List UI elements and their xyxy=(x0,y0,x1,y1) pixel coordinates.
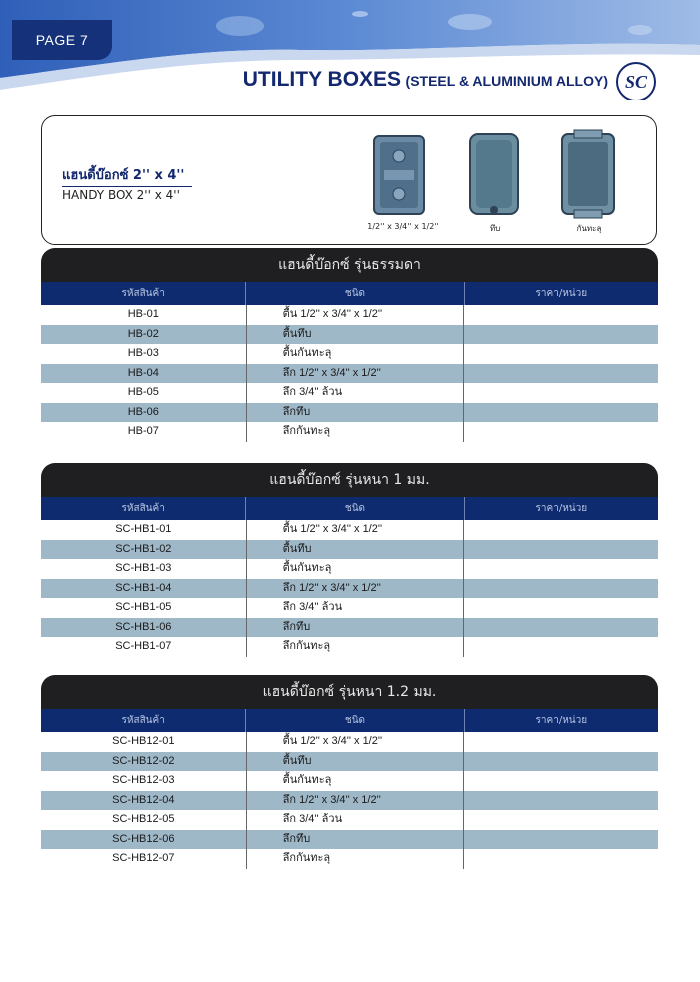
product-type: ตื้น 1/2'' x 3/4'' x 1/2'' xyxy=(247,732,465,752)
product-type: ตื้น 1/2'' x 3/4'' x 1/2'' xyxy=(247,520,465,540)
price-table-1-2mm xyxy=(41,675,658,869)
product-type: ตื้นกันทะลุ xyxy=(247,559,465,579)
price-cell xyxy=(464,598,658,618)
product-code: SC-HB12-03 xyxy=(41,771,247,791)
handy-box-solid-icon xyxy=(460,128,530,220)
column-header-code: รหัสสินค้า xyxy=(41,497,246,520)
column-header-price: ราคา/หน่วย xyxy=(535,503,588,514)
price-cell xyxy=(464,422,658,442)
product-code: SC-HB12-05 xyxy=(41,810,247,830)
product-code: SC-HB12-01 xyxy=(41,732,247,752)
table-title: แฮนดี้บ๊อกซ์ รุ่นหนา 1 มม. xyxy=(41,463,658,497)
price-cell xyxy=(464,305,658,325)
price-table-standard xyxy=(41,248,658,442)
table-row xyxy=(41,364,658,384)
table-row xyxy=(41,849,658,869)
price-cell xyxy=(464,771,658,791)
sc-logo: SC xyxy=(616,62,656,100)
price-cell xyxy=(464,849,658,869)
product-type: ลึกทึบ xyxy=(247,403,465,423)
table-row xyxy=(41,810,658,830)
product-type: ลึก 1/2'' x 3/4'' x 1/2'' xyxy=(247,579,465,599)
product-code: SC-HB1-02 xyxy=(41,540,247,560)
product-code: HB-04 xyxy=(41,364,247,384)
column-header-price: ราคา/หน่วย xyxy=(535,715,588,726)
product-type: ลึกทึบ xyxy=(247,618,465,638)
price-cell xyxy=(464,791,658,811)
table-row xyxy=(41,637,658,657)
table-title: แฮนดี้บ๊อกซ์ รุ่นธรรมดา xyxy=(41,248,658,282)
image-caption: ทึบ xyxy=(489,224,501,233)
product-code: SC-HB12-07 xyxy=(41,849,247,869)
product-type: ตื้นทึบ xyxy=(247,325,465,345)
table-row xyxy=(41,520,658,540)
product-code: SC-HB1-07 xyxy=(41,637,247,657)
price-cell xyxy=(464,325,658,345)
product-code: HB-02 xyxy=(41,325,247,345)
product-type: ตื้นกันทะลุ xyxy=(247,771,465,791)
table-row xyxy=(41,403,658,423)
price-cell xyxy=(464,732,658,752)
table-row xyxy=(41,771,658,791)
product-code: SC-HB1-01 xyxy=(41,520,247,540)
product-code: SC-HB12-02 xyxy=(41,752,247,772)
product-type: ลึก 3/4'' ล้วน xyxy=(247,810,465,830)
price-cell xyxy=(464,810,658,830)
price-cell xyxy=(464,579,658,599)
table-row xyxy=(41,540,658,560)
table-header xyxy=(41,282,658,305)
product-code: SC-HB1-06 xyxy=(41,618,247,638)
table-row xyxy=(41,344,658,364)
price-cell xyxy=(464,520,658,540)
product-type: ลึก 1/2'' x 3/4'' x 1/2'' xyxy=(247,364,465,384)
title-main: UTILITY BOXES xyxy=(242,68,402,91)
price-cell xyxy=(464,540,658,560)
product-title-english: HANDY BOX 2'' x 4'' xyxy=(62,188,180,202)
product-code: HB-05 xyxy=(41,383,247,403)
price-cell xyxy=(464,559,658,579)
product-type: ตื้น 1/2'' x 3/4'' x 1/2'' xyxy=(247,305,465,325)
column-header-price: ราคา/หน่วย xyxy=(535,288,588,299)
table-row xyxy=(41,559,658,579)
image-caption: กันทะลุ xyxy=(576,224,602,233)
title-sub: (STEEL & ALUMINIUM ALLOY) xyxy=(405,73,608,89)
image-caption: 1/2'' x 3/4'' x 1/2'' xyxy=(367,222,439,231)
table-row xyxy=(41,791,658,811)
column-header-code: รหัสสินค้า xyxy=(41,282,246,305)
table-row xyxy=(41,598,658,618)
product-code: HB-03 xyxy=(41,344,247,364)
table-header xyxy=(41,497,658,520)
table-row xyxy=(41,618,658,638)
column-header-type: ชนิด xyxy=(246,497,464,520)
price-cell xyxy=(464,752,658,772)
product-code: SC-HB1-04 xyxy=(41,579,247,599)
product-type: ลึกกันทะลุ xyxy=(247,422,465,442)
product-code: SC-HB12-04 xyxy=(41,791,247,811)
product-type: ลึกกันทะลุ xyxy=(247,637,465,657)
product-title-thai: แฮนดี้บ๊อกซ์ 2'' x 4'' xyxy=(62,164,192,187)
product-code: HB-07 xyxy=(41,422,247,442)
table-row xyxy=(41,383,658,403)
column-header-type: ชนิด xyxy=(246,282,464,305)
price-table-1mm xyxy=(41,463,658,657)
page-number: PAGE 7 xyxy=(12,20,112,60)
product-type: ลึก 1/2'' x 3/4'' x 1/2'' xyxy=(247,791,465,811)
product-type: ลึกทึบ xyxy=(247,830,465,850)
product-code: HB-06 xyxy=(41,403,247,423)
price-cell xyxy=(464,383,658,403)
product-type: ลึก 3/4'' ล้วน xyxy=(247,383,465,403)
price-cell xyxy=(464,364,658,384)
price-cell xyxy=(464,830,658,850)
product-code: SC-HB12-06 xyxy=(41,830,247,850)
header-banner xyxy=(0,0,700,100)
table-row xyxy=(41,732,658,752)
page-title xyxy=(243,68,608,92)
price-cell xyxy=(464,618,658,638)
table-row xyxy=(41,752,658,772)
table-row xyxy=(41,830,658,850)
column-header-code: รหัสสินค้า xyxy=(41,709,246,732)
product-type: ลึก 3/4'' ล้วน xyxy=(247,598,465,618)
table-row xyxy=(41,422,658,442)
product-type: ตื้นกันทะลุ xyxy=(247,344,465,364)
table-row xyxy=(41,305,658,325)
product-type: ตื้นทึบ xyxy=(247,540,465,560)
handy-box-knockout-icon xyxy=(366,128,436,220)
product-code: SC-HB1-05 xyxy=(41,598,247,618)
table-title: แฮนดี้บ๊อกซ์ รุ่นหนา 1.2 มม. xyxy=(41,675,658,709)
price-cell xyxy=(464,344,658,364)
table-row xyxy=(41,325,658,345)
column-header-type: ชนิด xyxy=(246,709,464,732)
product-code: HB-01 xyxy=(41,305,247,325)
product-code: SC-HB1-03 xyxy=(41,559,247,579)
price-cell xyxy=(464,637,658,657)
product-type: ลึกกันทะลุ xyxy=(247,849,465,869)
table-header xyxy=(41,709,658,732)
price-cell xyxy=(464,403,658,423)
product-card xyxy=(41,115,657,245)
handy-box-flanged-icon xyxy=(554,128,624,220)
table-row xyxy=(41,579,658,599)
product-type: ตื้นทึบ xyxy=(247,752,465,772)
